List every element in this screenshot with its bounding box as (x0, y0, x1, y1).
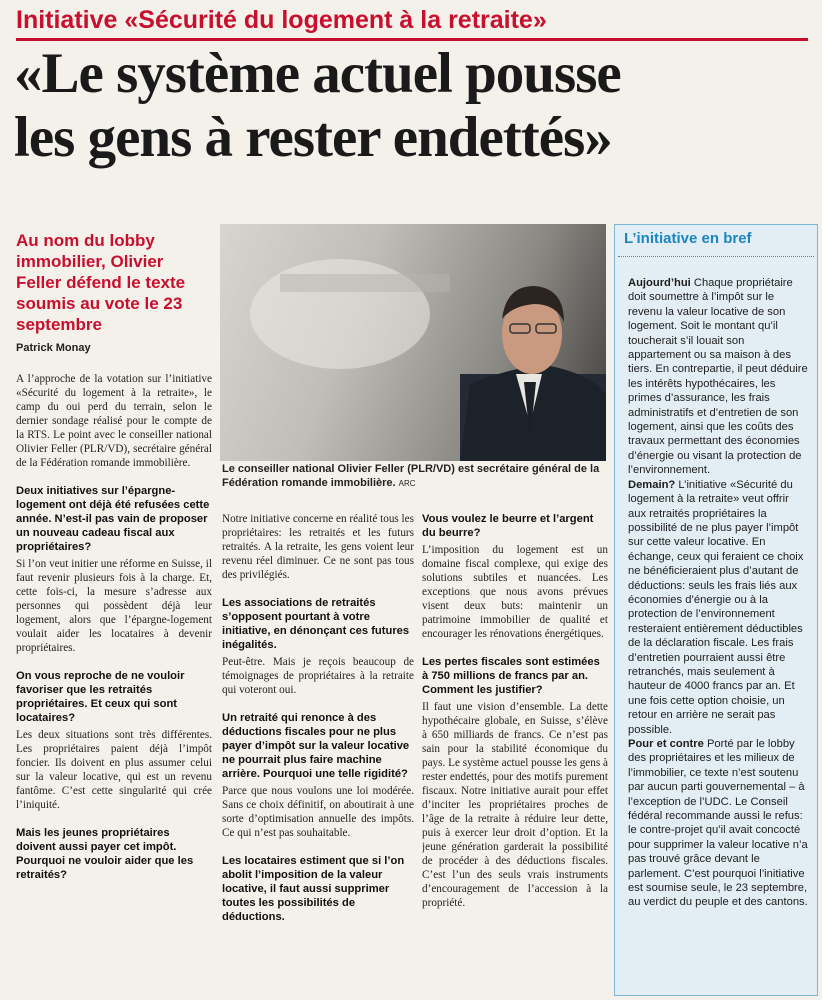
photo-caption (222, 462, 608, 491)
question-2: On vous reproche de ne vouloir favoriser que les retraités propriétaires. Et ceux qui sont locataires? (16, 670, 185, 724)
question-8: Les pertes fiscales sont estimées à 750 millions de francs par an. Comment les justifier? (422, 656, 600, 696)
caption-text: Le conseiller national Olivier Feller (PLR/VD) est secrétaire général de la Fédération romande immobilière. (222, 463, 600, 489)
box-text (628, 276, 808, 910)
question-3: Mais les jeunes propriétaires doivent aussi payer cet impôt. Pourquoi ne vouloir aider que les retraités? (16, 827, 194, 881)
question-6: Les locataires estiment que si l’on abolit l’imposition de la valeur locative, il faut aussi supprimer toutes les possibilités de déductions. (222, 855, 405, 923)
answer-2: Les deux situations sont très différentes. Les propriétaires paient déjà l’impôt foncier. Ils doivent en plus assumer celui sur la valeur locative, qui est un revenu fantôme. C’est cette singularité qui crée l’iniquité. (16, 729, 212, 811)
box-text-pros-cons: Porté par le lobby des propriétaires et les milieux de l’immobilier, ce texte n’est soutenu par aucun parti gouvernemental – à l’exception de l’UDC. Le Conseil fédéral recommande aussi le refus: le contre-projet qu’il avait concocté pour supprimer la valeur locative n’a pas trouvé grâce devant le parlement. C’est pourquoi l’initiative est soumise seule, le 23 septembre, au verdict du peuple et des cantons. (628, 738, 808, 909)
article-column-3 (422, 512, 608, 998)
headline (14, 42, 814, 170)
kicker-rule (16, 38, 808, 41)
question-4: Les associations de retraités s’opposent pourtant à votre initiative, en dénonçant ces futures inégalités. (222, 597, 410, 651)
headline-line-2: les gens à rester endettés» (14, 106, 612, 169)
box-rule (618, 256, 814, 258)
portrait-illustration (220, 224, 606, 461)
deck: Au nom du lobby immobilier, Olivier Feller défend le texte soumis au vote le 23 septembre (16, 231, 186, 334)
answer-7: L’imposition du logement est un domaine fiscal complexe, qui exige des solutions subtiles et nuancées. Les exceptions que nous avons prévues visent deux buts: maintenir un patrimoine immobilier de qualité et encourager les rénovations énergétiques. (422, 544, 608, 640)
answer-3: Notre initiative concerne en réalité tous les propriétaires: les retraités et les futurs retraités. A la retraite, les gens voient leur revenu réel diminuer. Ce ne sont pas tous des privilégiés. (222, 513, 414, 581)
photo-credit: ARC (398, 479, 416, 488)
box-lead-pros-cons: Pour et contre (628, 738, 704, 750)
box-lead-today: Aujourd’hui (628, 277, 691, 289)
kicker: Initiative «Sécurité du logement à la retraite» (16, 6, 547, 34)
photo-olivier-feller (220, 224, 606, 461)
answer-8: Il faut une vision d’ensemble. La dette hypothécaire globale, en Suisse, s’élève à 650 milliards de francs. Ce n’est pas sain pour la stabilité économique du pays. Le système actuel pousse les gens à rester endettés, pour des motifs purement fiscaux. Notre initiative aurait pour effet d’inciter les propriétaires proches de l’âge de la retraite à réduire leur dette, puis à exercer leur droit d’option. Et la jeune génération garderait la possibilité de procéder à des déductions fiscales. C’est l’un des seuls vrais instruments d’encouragement de l’accession à la propriété. (422, 701, 608, 909)
intro-paragraph: A l’approche de la votation sur l’initiative «Sécurité du logement à la retraite», le camp du oui perd du terrain, selon le dernier sondage réalisé pour le compte de la RTS. Le point avec le conseiller national Olivier Feller (PLR/VD), secrétaire général de la Fédération romande immobilière. (16, 373, 212, 469)
answer-5: Parce que nous voulons une loi modérée. Sans ce choix définitif, on aboutirait à une sorte d’optimisation annuelle des impôts. Ce qui n’est pas souhaitable. (222, 785, 414, 839)
question-5: Un retraité qui renonce à des déductions fiscales pour ne plus payer d’impôt sur la valeur locative ne pourrait plus faire machine arrière. Pourquoi une telle rigidité? (222, 712, 410, 780)
box-section-pros-cons (628, 737, 808, 910)
answer-4: Peut-être. Mais je reçois beaucoup de témoignages de propriétaires à la retraite qui voteront oui. (222, 656, 414, 696)
box-title: L’initiative en bref (624, 230, 752, 247)
byline: Patrick Monay (16, 342, 91, 354)
article-column-2 (222, 512, 414, 998)
box-lead-tomorrow: Demain? (628, 478, 676, 491)
box-section-tomorrow (628, 478, 808, 737)
article-column-1 (16, 372, 212, 998)
box-text-today: Chaque propriétaire doit soumettre à l’impôt sur le revenu la valeur locative de son logement. Soit le montant qu’il toucherait s’il louait son appartement ou sa maison à des tiers. En contrepartie, il peut déduire les intérêts hypothécaires, les primes d’assurance, les frais administratifs et d’entretien de son logement, ainsi que les coûts des travaux permettant des économies d’énergie ou visant la protection de l’environnement. (628, 277, 808, 477)
headline-line-1: «Le système actuel pousse (14, 42, 621, 105)
box-section-today (628, 276, 808, 478)
box-text-tomorrow: L’initiative «Sécurité du logement à la retraite» veut offrir aux retraités propriétaires la possibilité de ne plus payer l’impôt sur cette valeur locative. En échange, ceux qui feraient ce choix ne bénéficieraient plus d’autant de déductions: seuls les frais liés aux économies d’énergie ou à la protection de l’environnement resteraient entièrement déductibles de la déclaration fiscale. Les frais d’entretien pourraient aussi être retranchés, mais seulement à hauteur de 4000 francs par an. Et une fois cette option choisie, un retour en arrière ne serait pas possible. (628, 478, 804, 736)
question-1: Deux initiatives sur l’épargne-logement ont déjà été refusées cette année. N’est-il pas vain de proposer un nouveau cadeau fiscal aux propriétaires? (16, 485, 210, 553)
answer-1: Si l’on veut initier une réforme en Suisse, il faut revenir plusieurs fois à la charge. Et, cette fois-ci, la mesure s’adresse aux personnes qui possèdent déjà leur logement, alors que l’épargne-logement voulait aider les locataires à devenir propriétaires. (16, 558, 212, 654)
question-7: Vous voulez le beurre et l’argent du beurre? (422, 513, 594, 539)
